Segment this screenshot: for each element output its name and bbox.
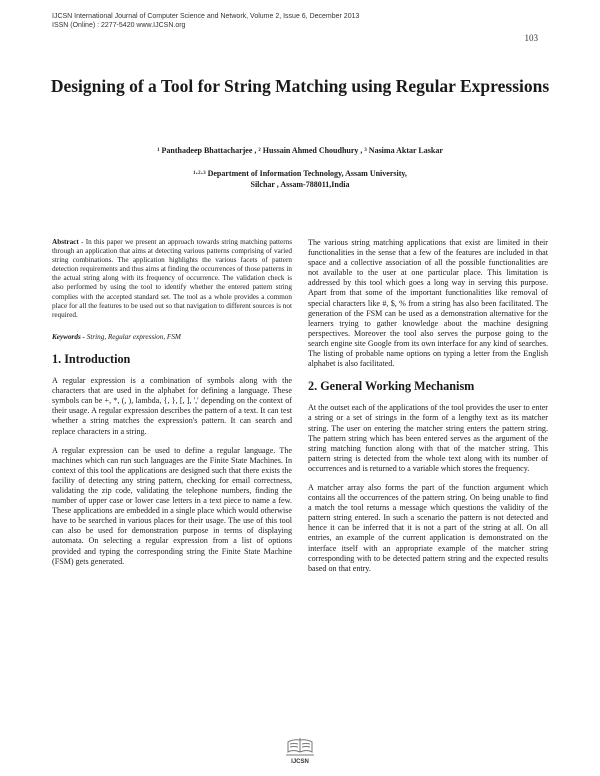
intro-paragraph-2: A regular expression can be used to define a regular language. The machines which can run such languages are the Finite State Machines. In context of this tool the applications are designed such that there exists the facility of detecting any string pattern, checking for email correctness, validating the zip code, validating the telephone numbers, finding the number of upper case or lower case letters in a text piece to name a few. These applications are embedded in a single place which would otherwise have to be searched in various places for their usage. The use of this tool can also be used for demonstration purpose in terms of displaying automata. On selecting a regular expression from a list of options provided and typing the corresponding string the Finite State Machine (FSM) gets generated. [52,445,292,566]
section-heading-introduction: 1. Introduction [52,351,131,366]
journal-line: IJCSN International Journal of Computer Science and Network, Volume 2, Issue 6, December 2013 [52,13,360,20]
abstract [52,238,292,320]
section-heading-working-mechanism: 2. General Working Mechanism [308,379,475,394]
footer [0,736,600,765]
abstract-text: - In this paper we present an approach towards string matching patterns through an application that aims at detecting various patterns comprising of varied string combinations. The application highlights the various facets of pattern detection requirements and thus aims at finding the occurrences of those patterns in the actual string along with its frequency of occurrence. The validation check is also performed by using the tool to identify whether the entered pattern string complies with the accepted standard set. The tool as a whole provides a common place for all the features to be used out so that navigation to different sources is not required. [52,238,292,319]
affiliation-line-1: ¹·²·³ Department of Information Technology, Assam University, [193,169,407,178]
keywords [52,332,292,342]
page-number: 103 [524,33,538,43]
author-list: ¹ Panthadeep Bhattacharjee , ² Hussain Ahmed Choudhury , ³ Nasima Aktar Laskar [157,146,443,155]
footer-logo-text: IJCSN [291,759,309,765]
mechanism-paragraph-1: At the outset each of the applications of the tool provides the user to enter a string or a set of strings in the form of a lengthy text as its matcher string. The user on entering the matcher string enters the pattern string. The pattern string which has been entered serves as the argument of the string matching function along with that of the matcher string. This pattern string is detected from the whole text along with its number of occurrences and is returned to a variable which stores the frequency. [308,403,548,473]
keywords-label: Keywords - [52,332,85,341]
paper-title: Designing of a Tool for String Matching using Regular Expressions [50,76,550,96]
intro-paragraph-3: The various string matching applications that exist are limited in their functionalities in the sense that a few of the features are included in that space and a collective association of all the possible functionalities are not available to the user at one particular place. This limitation is addressed by this tool which goes a long way in serving this purpose. Apart from that some of the important functionalities like removal of special characters like #, $, % from a string has also been facilitated. The generation of the FSM can be used as a demonstration alternative for the learners trying to gather knowledge about the machine designing perspectives. Moreover the tool also serves the purpose going to the search engine site Google from its own interface for any kind of searches. The listing of probable name options on typing a letter from the English alphabet is also facilitated. [308,238,548,369]
affiliation [0,168,600,190]
issn-line: ISSN (Online) : 2277-5420 www.IJCSN.org [52,22,186,29]
journal-header [52,12,359,30]
keywords-text: String, Regular expression, FSM [84,332,181,341]
right-column [308,238,548,574]
affiliation-line-2: Silchar , Assam-788011,India [250,180,350,189]
abstract-label: Abstract [52,238,79,246]
left-column [52,238,292,567]
intro-paragraph-1: A regular expression is a combination of symbols along with the characters that are used in the alphabet for defining a language. These symbols can be +, *, (, ), lambda, {, }, [, ], ',' depending on the context of their usage. A regular expression describes the pattern of a text. It can test whether a string matches the expression's pattern. It can search and replace characters in a string. [52,376,292,436]
mechanism-paragraph-2: A matcher array also forms the part of the function argument which contains all the occurrences of the pattern string. On being unable to find a match the tool returns a message which questions the validity of the pattern string entered. In such a scenario the pattern is not detected and hence it can be inferred that it is not a part of the string at all. On all entries, an example of the current application is demonstrated on the interface itself with an appropriate example of the matcher string corresponding with to be detected pattern string and the expected results based on that entry. [308,482,548,573]
ijcsn-logo-icon [283,736,317,758]
